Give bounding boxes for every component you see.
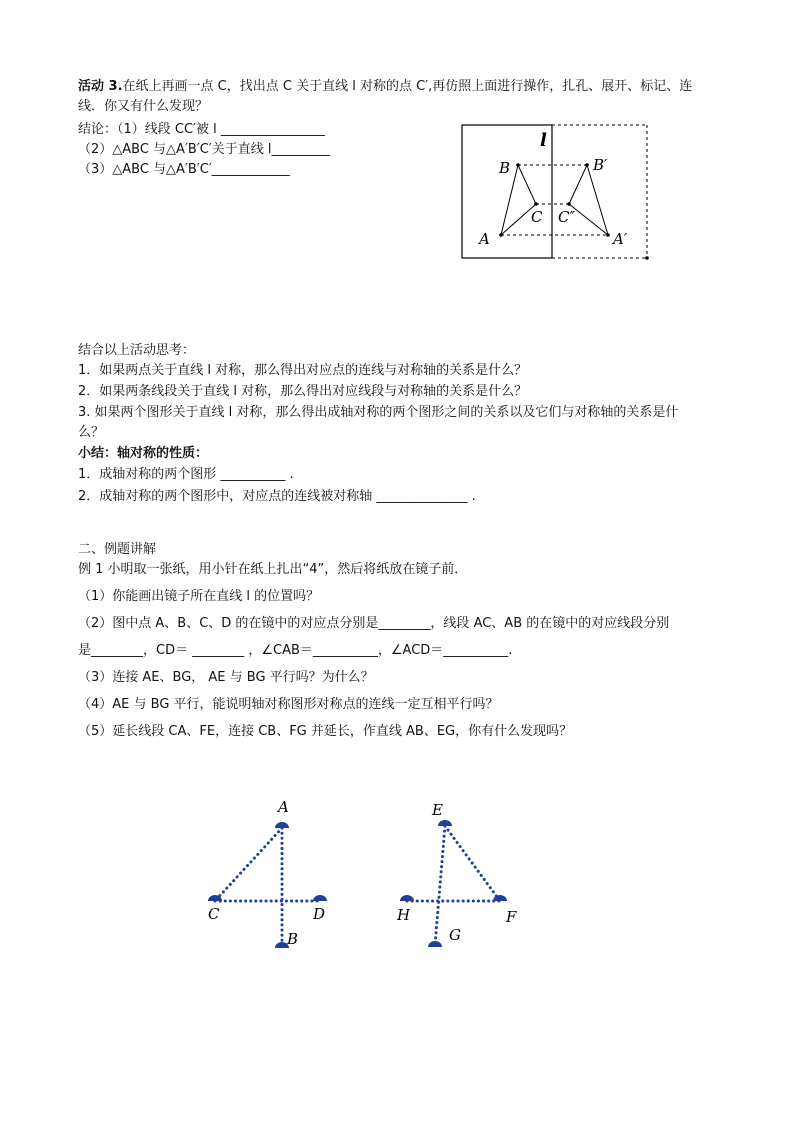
corner-dot	[645, 256, 649, 260]
pin-e	[438, 820, 452, 826]
segment-ac	[215, 828, 282, 901]
pin-h	[400, 895, 414, 901]
activity3-text1: 在纸上再画一点 C，找出点 C 关于直线 l 对称的点 C′,再仿照上面进行操作，扎孔、展开、标记、连	[122, 79, 693, 94]
point-c2	[567, 202, 571, 206]
activity3-line1	[78, 78, 692, 96]
pin-d	[313, 895, 327, 901]
symmetry-triangles-figure	[455, 118, 665, 268]
example1-part4: （4）AE 与 BG 平行，能说明轴对称图形对称点的连线一定互相平行吗？	[78, 697, 499, 712]
point-b2	[585, 163, 589, 167]
pin-four-figure	[195, 790, 535, 965]
summary-1: 1．成轴对称的两个图形 __________ .	[78, 467, 294, 482]
activity3-line2: 线．你又有什么发现？	[78, 99, 209, 114]
point-c	[534, 202, 538, 206]
label-fig2-g: G	[449, 926, 461, 944]
example1-part1: （1）你能画出镜子所在直线 l 的位置吗？	[78, 589, 320, 604]
think-q3-line2: 么？	[78, 425, 105, 440]
think-q1: 1．如果两点关于直线 l 对称，那么得出对应点的连线与对称轴的关系是什么？	[78, 363, 528, 378]
conclusion-2: （2）△ABC 与△A′B′C′关于直线 l_________	[78, 142, 331, 157]
label-fig2-f: F	[506, 908, 517, 926]
point-b	[516, 163, 520, 167]
think-heading: 结合以上活动思考：	[78, 343, 196, 358]
label-a: A	[479, 230, 490, 248]
pin-a	[275, 822, 289, 828]
example1-part2-line1: （2）图中点 A、B、C、D 的在镜中的对应点分别是________，线段 AC、AB 的在镜中的对应线段分别	[78, 616, 670, 631]
axis-label: l	[540, 130, 547, 151]
example1-intro: 例 1 小明取一张纸，用小针在纸上扎出“4”，然后将纸放在镜子前．	[78, 562, 468, 577]
example1-part3: （3）连接 AE、BG， AE 与 BG 平行吗？为什么？	[78, 670, 374, 685]
example1-part5: （5）延长线段 CA、FE，连接 CB、FG 并延长，作直线 AB、EG，你有什么发现吗？	[78, 724, 573, 739]
segment-eg	[435, 826, 445, 945]
summary-heading: 小结：轴对称的性质：	[78, 446, 209, 461]
label-b2: B′	[593, 156, 608, 174]
label-fig2-a: A	[278, 798, 289, 816]
paper-left-box	[462, 125, 552, 258]
section2-heading: 二、例题讲解	[78, 542, 157, 557]
segment-ef	[445, 826, 500, 901]
activity3-label: 活动 3.	[78, 79, 123, 94]
conclusion-3: （3）△ABC 与△A′B′C′____________	[78, 162, 290, 177]
label-fig2-e: E	[432, 801, 443, 819]
label-fig2-h: H	[397, 906, 411, 924]
label-fig2-d: D	[313, 905, 326, 923]
point-a2	[606, 233, 610, 237]
example1-part2-line2: 是________，CD＝ ________ ，∠CAB＝__________，∠ACD＝__________.	[78, 643, 513, 658]
label-b: B	[499, 159, 511, 177]
think-q2: 2．如果两条线段关于直线 l 对称，那么得出对应线段与对称轴的关系是什么？	[78, 384, 528, 399]
label-c: C	[531, 208, 543, 226]
conclusion-1: 结论：（1）线段 CC′被 l ________________	[78, 122, 325, 137]
label-c2: C″	[558, 208, 576, 226]
point-a	[499, 233, 503, 237]
label-fig2-b: B	[287, 930, 299, 948]
label-a2: A′	[613, 230, 628, 248]
think-q3-line1: 3. 如果两个图形关于直线 l 对称，那么得出成轴对称的两个图形之间的关系以及它们与对称轴的关系是什	[78, 405, 679, 420]
pin-g	[428, 941, 442, 947]
label-fig2-c: C	[208, 905, 220, 923]
summary-2: 2．成轴对称的两个图形中，对应点的连线被对称轴 ______________ .	[78, 489, 476, 504]
